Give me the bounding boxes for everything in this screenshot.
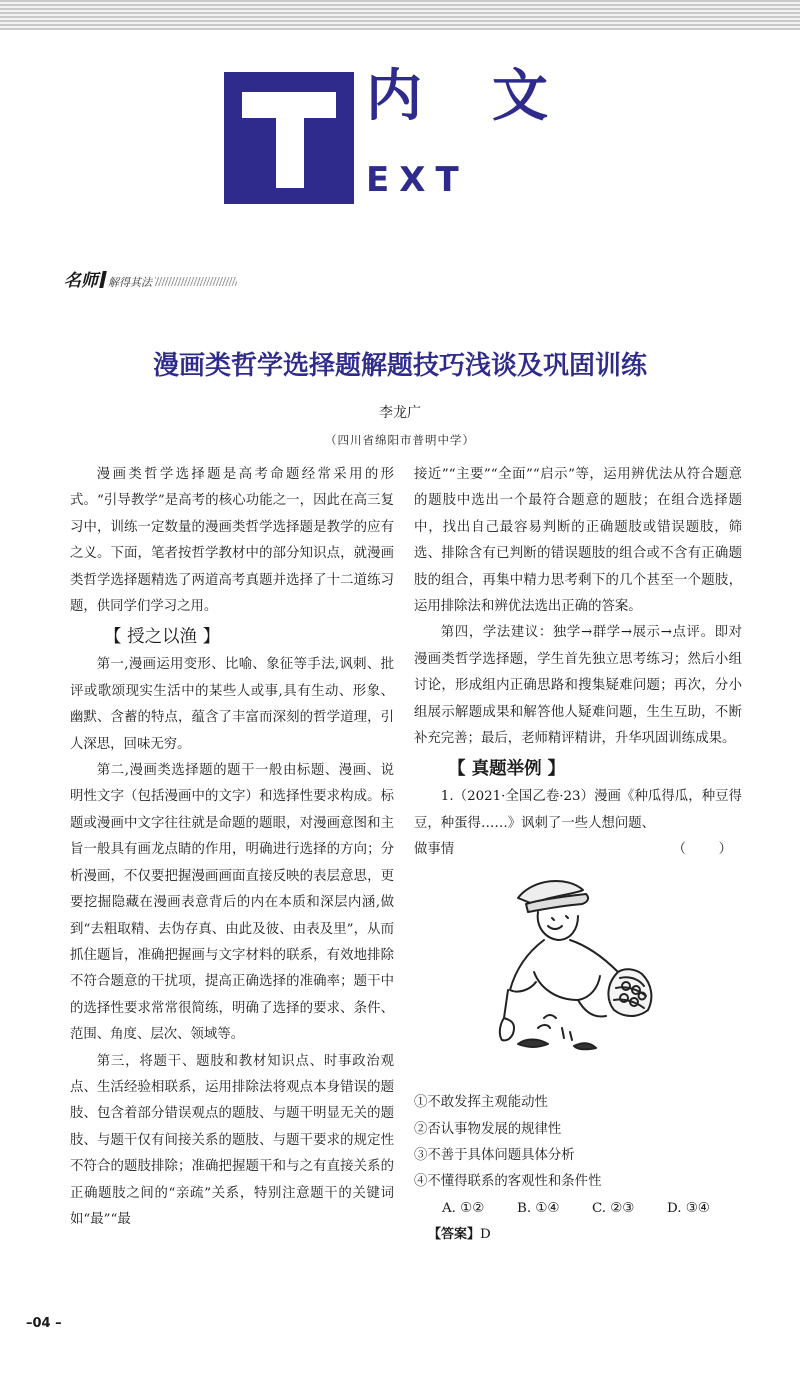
option-3: ③不善于具体问题具体分析 bbox=[414, 1147, 575, 1163]
column-logo-t bbox=[224, 72, 354, 204]
paragraph-4: 第四，学法建议：独学→群学→展示→点评。即对漫画类哲学选择题，学生首先独立思考练习；然后小组讨论，形成组内正确思路和搜集疑难问题；再次，分小组展示解题成果和解答他人疑难问题，生生互助，不断补充完善；最后，老师精评精讲，升华巩固训练成果。 bbox=[414, 625, 742, 747]
cartoon-illustration bbox=[478, 868, 676, 1072]
section-tag-main: 名师 bbox=[64, 271, 98, 291]
paragraph-3-continued: 接近”“主要”“全面”“启示”等，运用辨优法从符合题意的题肢中选出一个最符合题意的题肢；在组合选择题中，找出自己最容易判断的正确题肢或错误题肢，筛选、排除含有已判断的错误题肢的组合或不含有正确题肢的组合，再集中精力思考剩下的几个甚至一个题肢，运用排除法和辨优法选出正确的答案。 bbox=[414, 467, 742, 615]
section-tag-hatching bbox=[155, 277, 237, 286]
paragraph-1: 第一,漫画运用变形、比喻、象征等手法,讽刺、批评或歌颂现实生活中的某些人或事,具有生动、形象、幽默、含蓄的特点，蕴含了丰富而深刻的哲学道理，引人深思，回味无穷。 bbox=[70, 657, 394, 752]
option-2: ②否认事物发展的规律性 bbox=[414, 1121, 562, 1137]
section-heading-method: 【 授之以渔 】 bbox=[104, 627, 221, 648]
section-tag bbox=[64, 266, 237, 290]
choice-a: A. ①② bbox=[442, 1200, 485, 1216]
question-1-stem: 1.（2021·全国乙卷·23）漫画《种瓜得瓜，种豆得豆，种蛋得……》讽刺了一些人想问题、 bbox=[414, 789, 742, 831]
answer-choices bbox=[442, 1196, 742, 1222]
page-number: –04 – bbox=[26, 1316, 62, 1331]
section-tag-divider bbox=[99, 271, 107, 288]
right-column bbox=[414, 462, 742, 1249]
article-affiliation: （四川省绵阳市普明中学） bbox=[325, 433, 475, 447]
paragraph-3: 第三，将题干、题肢和教材知识点、时事政治观点、生活经验相联系，运用排除法将观点本身错误的题肢、包含着部分错误观点的题肢、与题干明显无关的题肢、与题干仅有间接关系的题肢、与题干要求的规定性不符合的题肢排除；准确把握题干和与之有直接关系的正确题肢之间的“亲疏”关系，特别注意题干的关键词如“最”“最 bbox=[70, 1053, 394, 1227]
answer-blank: （ ） bbox=[672, 842, 734, 858]
logo-t-stem bbox=[276, 118, 304, 188]
answer-label: 【答案】 bbox=[428, 1227, 481, 1243]
decorative-header-stripes bbox=[0, 0, 800, 30]
question-1-stem-end bbox=[414, 837, 742, 863]
column-subtitle: EXT bbox=[366, 160, 469, 200]
column-title: 内文 bbox=[366, 64, 618, 129]
choice-c: C. ②③ bbox=[592, 1200, 635, 1216]
choice-b: B. ①④ bbox=[517, 1200, 560, 1216]
answer-line bbox=[428, 1222, 742, 1248]
question-1-stem-tail: 做事情 bbox=[414, 842, 455, 858]
logo-t-bar bbox=[242, 92, 336, 118]
section-tag-sub: 解得其法 bbox=[108, 276, 152, 289]
left-column bbox=[70, 462, 394, 1233]
option-1: ①不敢发挥主观能动性 bbox=[414, 1095, 548, 1111]
article-title: 漫画类哲学选择题解题技巧浅谈及巩固训练 bbox=[152, 351, 647, 381]
option-4: ④不懂得联系的客观性和条件性 bbox=[414, 1174, 602, 1190]
paragraph-2: 第二,漫画类选择题的题干一般由标题、漫画、说明性文字（包括漫画中的文字）和选择性要求构成。标题或漫画中文字往往就是命题的题眼，对漫画意图和主旨一般具有画龙点睛的作用，明确进行选择的方向；分析漫画，不仅要把握漫画画面直接反映的表层意思，更要挖掘隐藏在漫画表意背后的内在本质和深层内涵,做到“去粗取精、去伪存真、由此及彼、由表及里”，从而抓住题旨，准确把握画与文字材料的联系，有效地排除不符合题意的干扰项，提高正确选择的准确率；题干中的选择性要求常常很简练，明确了选择的要求、条件、范围、角度、层次、领域等。 bbox=[70, 763, 394, 1043]
intro-paragraph: 漫画类哲学选择题是高考命题经常采用的形式。“引导教学”是高考的核心功能之一，因此在高三复习中，训练一定数量的漫画类哲学选择题是教学的应有之义。下面，笔者按哲学教材中的部分知识点，就漫画类哲学选择题精选了两道高考真题并选择了十二道练习题，供同学们学习之用。 bbox=[70, 467, 394, 615]
article-author: 李龙广 bbox=[379, 405, 421, 421]
answer-value: D bbox=[480, 1227, 491, 1243]
section-heading-examples: 【 真题举例 】 bbox=[448, 759, 566, 780]
choice-d: D. ③④ bbox=[667, 1200, 710, 1216]
